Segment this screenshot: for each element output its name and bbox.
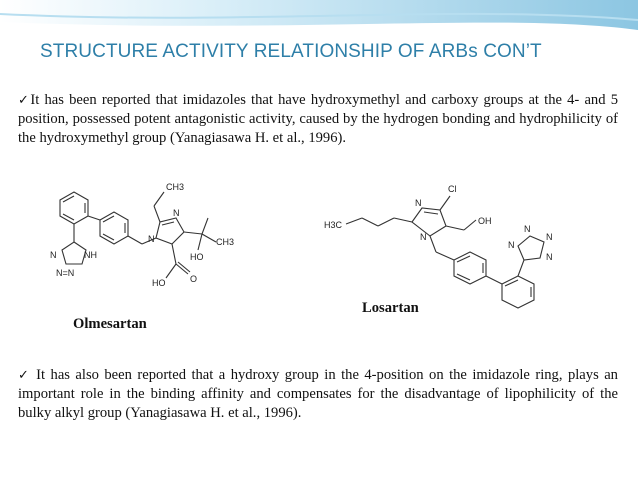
paragraph-text: It has also been reported that a hydroxy group in the 4-position on the imidazole ring, plays an important role in the binding affinity and compensates for the disadvantage of lipophilicity of the bulky alkyl group (Yanagiasawa H. et al., 1996).: [18, 367, 618, 421]
los-atom-n-e: N: [546, 252, 553, 262]
checkmark-icon: ✓: [18, 93, 31, 108]
olm-atom-ho-acid: HO: [152, 278, 166, 288]
olmesartan-structure: [30, 180, 260, 305]
los-atom-nh: N: [546, 232, 553, 242]
paragraph-hydroxymethyl: [18, 91, 618, 147]
los-atom-n-d: N: [508, 240, 515, 250]
los-atom-n-c: N: [524, 224, 531, 234]
olm-atom-nh: NH: [84, 250, 97, 260]
losartan-label: Losartan: [362, 300, 419, 316]
paragraph-text: It has been reported that imidazoles that have hydroxymethyl and carboxy groups at the 4- and 5 position, possessed potent antagonistic activity, caused by the hydrogen bonding and hydrophilicity of the hydroxymethyl group (Yanagiasawa H. et al., 1996).: [18, 92, 618, 146]
olm-atom-n-b: N: [148, 234, 155, 244]
header-decoration: [0, 0, 638, 36]
los-atom-cl: Cl: [448, 184, 457, 194]
los-atom-oh: OH: [478, 216, 492, 226]
olm-atom-ho: HO: [190, 252, 204, 262]
los-atom-h3c: H3C: [324, 220, 343, 230]
olm-atom-n-d: N=N: [56, 268, 75, 278]
olm-atom-ch3-right: CH3: [216, 237, 235, 247]
olm-atom-n-c: N: [50, 250, 57, 260]
paragraph-hydroxy-group: [18, 366, 618, 422]
olm-atom-o: O: [190, 274, 198, 284]
checkmark-icon: ✓: [18, 368, 31, 383]
los-atom-n-b: N: [420, 232, 427, 242]
olm-atom-ch3-top: CH3: [166, 182, 185, 192]
losartan-structure: [318, 180, 588, 305]
los-atom-n-a: N: [415, 198, 422, 208]
olm-atom-n-a: N: [173, 208, 180, 218]
slide-title: STRUCTURE ACTIVITY RELATIONSHIP OF ARBs CON’T: [40, 41, 542, 62]
olmesartan-label: Olmesartan: [73, 316, 147, 332]
